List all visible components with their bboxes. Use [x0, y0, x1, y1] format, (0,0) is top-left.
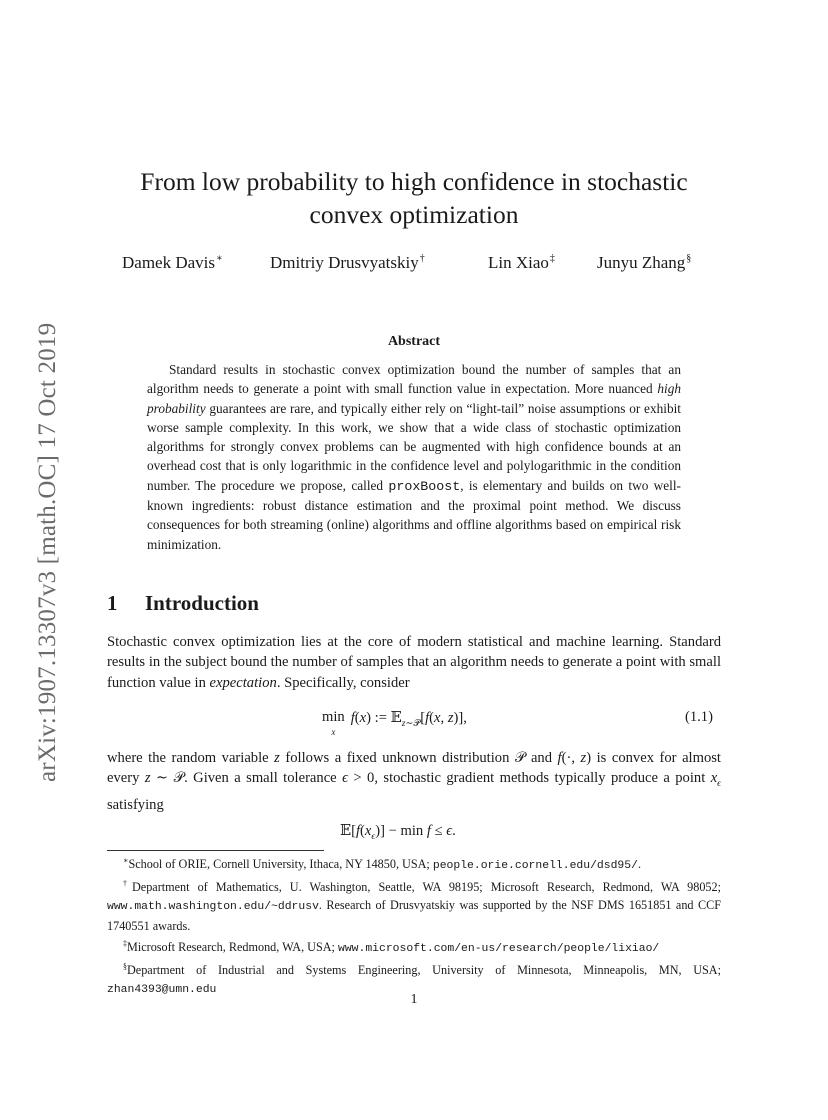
footnote-rule	[107, 850, 324, 851]
equation-1-1: min $^x$f(x) := 𝔼$_{z\sim 𝒫}$[f(x, z)],	[322, 709, 467, 737]
intro-paragraph-2: where the random variable z follows a fixed unknown distribution 𝒫 and f(·, z) is convex for almost every z ∼ 𝒫. Given a small tolerance ϵ > 0, stochastic gradient methods typically produce a point $x_\epsilon$ satisfying	[107, 750, 721, 813]
footnote-davis: ∗School of ORIE, Cornell University, Ithaca, NY 14850, USA; people.orie.cornell.edu/dsd95/.	[123, 856, 641, 872]
footnote-link[interactable]: www.microsoft.com/en-us/research/people/lixiao/	[338, 942, 660, 955]
arxiv-identifier: arXiv:1907.13307v3 [math.OC] 17 Oct 2019	[34, 322, 61, 782]
author-drusvyatskiy: Dmitriy Drusvyatskiy†	[270, 253, 425, 272]
abstract-emphasis: high probability	[147, 381, 681, 416]
paper-title	[100, 165, 728, 231]
footnote-xiao: ‡Microsoft Research, Redmond, WA, USA; www.microsoft.com/en-us/research/people/lixiao/	[123, 938, 660, 955]
abstract-heading: Abstract	[387, 334, 441, 349]
footnotes	[107, 852, 721, 999]
section-heading: 1 Introduction	[107, 591, 259, 615]
title-line-2: convex optimization	[309, 200, 519, 229]
footnote-drusvyatskiy: †Department of Mathematics, U. Washington, Seattle, WA 98195; Microsoft Research, Redmond, WA 98052; www.math.washington.edu/~ddrusv. Research of Drusvyatskiy was supported by the NSF DMS 1651851 and CCF 1740551 awards.	[107, 879, 721, 933]
intro-paragraph-1: Stochastic convex optimization lies at the core of modern statistical and machine learning. Standard results in the subject bound the number of samples that an algorithm needs to generate a point with small function value in expectation. Specifically, consider	[107, 634, 721, 691]
footnote-link[interactable]: www.math.washington.edu/~ddrusv	[107, 901, 319, 914]
title-line-1: From low probability to high confidence in stochastic	[140, 167, 688, 196]
abstract-body: Standard results in stochastic convex optimization bound the number of samples that an algorithm needs to generate a point with small function value in expectation. More nuanced high probability guarantees are rare, and typically either rely on “light-tail” noise assumptions or exhibit worse sample complexity. In this work, we show that a wide class of stochastic optimization algorithms for strongly convex problems can be augmented with high confidence bounds at an overhead cost that is only logarithmic in the confidence level and polylogarithmic in the condition number. The procedure we propose, called proxBoost, is elementary and builds on two well-known ingredients: robust distance estimation and the proximal point method. We discuss consequences for both streaming (online) algorithms and offline algorithms based on empirical risk minimization.	[147, 362, 681, 552]
author-xiao: Lin Xiao‡	[488, 253, 555, 272]
equation-2: $𝔼[f(x_\epsilon)] - \min f \le \epsilon$.	[340, 823, 456, 842]
proxboost-code: proxBoost	[388, 478, 461, 494]
author-zhang: Junyu Zhang§	[597, 253, 692, 272]
footnote-link[interactable]: zhan4393@umn.edu	[107, 984, 217, 997]
footnote-zhang: §Department of Industrial and Systems Engineering, University of Minnesota, Minneapolis, MN, USA; zhan4393@umn.edu	[107, 962, 721, 997]
author-davis: Damek Davis∗	[122, 253, 223, 272]
equation-number: (1.1)	[685, 709, 713, 725]
page-number: 1	[410, 992, 418, 1007]
footnote-link[interactable]: people.orie.cornell.edu/dsd95/	[432, 860, 638, 872]
